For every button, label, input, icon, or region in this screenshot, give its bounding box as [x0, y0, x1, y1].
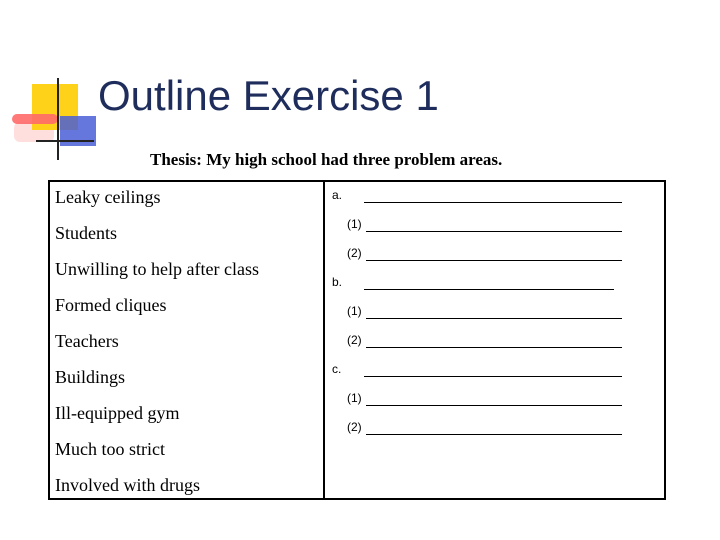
- outline-row: [332, 356, 632, 385]
- answer-blank: [364, 289, 614, 290]
- answer-blank: [366, 347, 622, 348]
- answer-blank: [364, 202, 622, 203]
- outline-row: [332, 385, 632, 414]
- answer-blank: [366, 434, 622, 435]
- outline-marker: (2): [347, 333, 362, 347]
- outline-marker: b.: [332, 275, 343, 289]
- outline-marker: c.: [332, 362, 342, 376]
- answer-blank: [366, 405, 622, 406]
- topic-item: Buildings: [55, 367, 126, 387]
- thesis-statement: Thesis: My high school had three problem areas.: [150, 150, 503, 169]
- outline-row: [332, 327, 632, 356]
- answer-blank: [366, 318, 622, 319]
- topic-item: Formed cliques: [55, 295, 167, 315]
- answer-blank: [366, 231, 622, 232]
- outline-row: [332, 269, 632, 298]
- topic-list: [55, 182, 317, 506]
- outline-row: [332, 414, 632, 443]
- topic-item: Much too strict: [55, 439, 165, 459]
- outline-marker: (1): [347, 391, 362, 405]
- topic-item: Leaky ceilings: [55, 187, 161, 207]
- logo-vertical-rule: [57, 78, 59, 160]
- topic-item: Ill-equipped gym: [55, 403, 180, 423]
- table-divider: [323, 182, 325, 498]
- answer-blank: [366, 260, 622, 261]
- outline-marker: (2): [347, 420, 362, 434]
- topic-item: Students: [55, 223, 118, 243]
- slide-title: Outline Exercise 1: [98, 72, 439, 119]
- outline-marker: a.: [332, 188, 343, 202]
- outline-row: [332, 240, 632, 269]
- answer-blank: [364, 376, 622, 377]
- outline-marker: (1): [347, 304, 362, 318]
- outline-row: [332, 298, 632, 327]
- topic-item: Unwilling to help after class: [55, 259, 259, 279]
- outline-row: [332, 211, 632, 240]
- topic-item: Involved with drugs: [55, 475, 200, 495]
- topic-item: Teachers: [55, 331, 119, 351]
- outline-marker: (2): [347, 246, 362, 260]
- logo-horizontal-rule: [36, 140, 94, 142]
- outline-marker: (1): [347, 217, 362, 231]
- outline-blanks: [332, 182, 632, 443]
- logo-red-bar: [12, 114, 58, 124]
- outline-row: [332, 182, 632, 211]
